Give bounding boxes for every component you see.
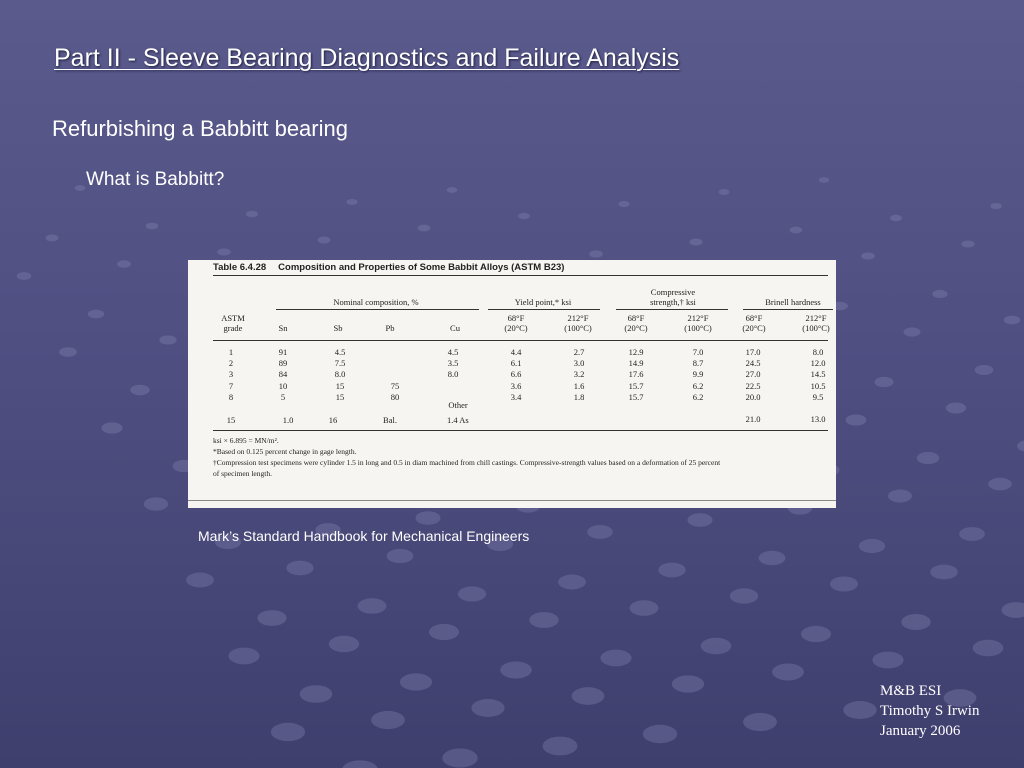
background-dot xyxy=(558,575,586,590)
background-dot xyxy=(719,189,730,195)
background-dot xyxy=(144,497,168,510)
header-brinell-68f: 68°F xyxy=(745,313,763,323)
table-cell-c212: 7.0 xyxy=(692,347,704,357)
table-rule-bottom xyxy=(213,430,828,431)
table-cell-sb: 8.0 xyxy=(334,369,346,380)
table-cell-c212: 6.2 xyxy=(692,391,704,402)
table-title: Composition and Properties of Some Babbit Alloys (ASTM B23) xyxy=(278,262,565,273)
row15-brinell-68: 21.0 xyxy=(745,414,761,424)
table-cell-c212: 6.2 xyxy=(692,380,704,391)
row15-sb: 16 xyxy=(328,415,338,425)
table-cell-y68: 3.6 xyxy=(510,380,522,391)
footnote-3: †Compression test specimens were cylinder 1.5 in long and 0.5 in diam machined from chill castings. Compressive-strength values based on a deformation of 25 percent xyxy=(213,458,721,467)
background-dot xyxy=(529,612,558,628)
table-cell-sb: 15 xyxy=(335,391,345,402)
background-dot xyxy=(904,327,921,336)
header-sb: Sb xyxy=(333,323,343,333)
background-dot xyxy=(819,177,829,183)
header-yield: Yield point,* ksi xyxy=(514,297,572,307)
header-comp-100c: (100°C) xyxy=(684,323,712,333)
background-dot xyxy=(46,235,59,242)
table-cell-b68: 17.0 xyxy=(745,347,761,357)
background-dot xyxy=(930,565,957,580)
table-cell-y68: 6.1 xyxy=(510,358,522,369)
table-cell-b212: 9.5 xyxy=(812,391,824,402)
table-cell-c212: 8.7 xyxy=(692,358,704,369)
table-cell-y68: 4.4 xyxy=(510,347,522,357)
source-caption: Mark’s Standard Handbook for Mechanical Engineers xyxy=(198,528,530,544)
image-edge-line xyxy=(188,500,836,501)
table-cell-b68: 27.0 xyxy=(745,369,761,380)
background-dot xyxy=(861,252,875,259)
credit-author: Timothy S Irwin xyxy=(880,703,980,719)
background-dot xyxy=(1017,440,1024,452)
table-cell-b68: 20.0 xyxy=(745,391,761,402)
row15-other: 1.4 As xyxy=(447,415,469,425)
table-cell-cu: 4.5 xyxy=(447,347,459,357)
header-comp-68f: 68°F xyxy=(627,313,645,323)
background-dot xyxy=(917,452,939,464)
header-nominal: Nominal composition, % xyxy=(333,297,419,307)
background-dot xyxy=(846,414,867,425)
header-astm: ASTM xyxy=(221,313,245,323)
background-dot xyxy=(790,227,803,234)
row15-sn: 1.0 xyxy=(282,415,294,425)
background-dot xyxy=(743,713,777,731)
row15-brinell-212: 13.0 xyxy=(810,414,826,424)
header-brinell-100c: (100°C) xyxy=(802,323,830,333)
table-cell-grade: 7 xyxy=(228,380,234,391)
bullet-item: What is Babbitt? xyxy=(86,169,225,190)
table-cell-c68: 12.9 xyxy=(628,347,644,357)
table-cell-c68: 15.7 xyxy=(628,391,644,402)
table-cell-c68: 14.9 xyxy=(628,358,644,369)
background-dot xyxy=(618,201,629,207)
table-cell-sb: 4.5 xyxy=(334,347,346,357)
table-cell-b68: 22.5 xyxy=(745,380,761,391)
background-dot xyxy=(1001,602,1024,618)
table-cell-y212: 3.0 xyxy=(573,358,585,369)
rule-yield xyxy=(488,309,600,310)
background-dot xyxy=(830,576,858,591)
footnote-4: of specimen length. xyxy=(213,469,272,478)
background-dot xyxy=(600,650,631,667)
background-dot xyxy=(1004,316,1020,325)
background-dot xyxy=(458,586,486,601)
background-dot xyxy=(946,403,966,414)
footnote-1: ksi × 6.895 = MN/m². xyxy=(213,436,279,445)
header-cu: Cu xyxy=(450,323,460,333)
background-dot xyxy=(961,240,974,247)
header-brinell-20c: (20°C) xyxy=(742,323,766,333)
background-dot xyxy=(990,203,1002,209)
background-dot xyxy=(658,563,685,578)
rule-nominal xyxy=(276,309,479,310)
background-dot xyxy=(130,385,150,396)
table-cell-sb: 15 xyxy=(335,380,345,391)
table-cell-y212: 2.7 xyxy=(573,347,585,357)
background-dot xyxy=(447,187,458,193)
background-dot xyxy=(890,215,902,221)
table-cell-b68: 24.5 xyxy=(745,358,761,369)
background-dot xyxy=(257,610,286,626)
table-cell-cu: 8.0 xyxy=(447,369,459,380)
rule-brinell xyxy=(743,309,833,310)
background-dot xyxy=(988,478,1012,491)
table-cell-grade: 2 xyxy=(228,358,234,369)
table-cell-sn: 89 xyxy=(278,358,288,369)
table-cell-y212: 1.8 xyxy=(573,391,585,402)
table-rule-header xyxy=(213,340,828,341)
other-label: Other xyxy=(448,400,468,410)
header-compressive-2: strength,† ksi xyxy=(650,297,696,307)
background-dot xyxy=(689,238,702,245)
rule-compressive xyxy=(616,309,728,310)
background-dot xyxy=(701,638,732,654)
table-cell-b212: 10.5 xyxy=(810,380,826,391)
header-yield-20c: (20°C) xyxy=(504,323,528,333)
background-dot xyxy=(59,347,77,357)
header-yield-212f: 212°F xyxy=(567,313,589,323)
background-dot xyxy=(271,723,305,741)
background-dot xyxy=(672,675,704,692)
background-dot xyxy=(959,527,985,541)
background-dot xyxy=(687,513,712,527)
header-brinell: Brinell hardness xyxy=(765,297,821,307)
table-cell-y212: 1.6 xyxy=(573,380,585,391)
credit-date: January 2006 xyxy=(880,723,961,739)
header-comp-212f: 212°F xyxy=(687,313,709,323)
table-cell-sn: 5 xyxy=(280,391,286,402)
background-dot xyxy=(300,685,333,703)
background-dot xyxy=(329,636,360,652)
table-cell-y68: 6.6 xyxy=(510,369,522,380)
table-cell-grade: 8 xyxy=(228,391,234,402)
header-yield-100c: (100°C) xyxy=(564,323,592,333)
background-dot xyxy=(859,539,885,553)
background-dot xyxy=(772,663,804,680)
background-dot xyxy=(342,760,378,768)
background-dot xyxy=(471,699,504,717)
background-dot xyxy=(286,561,313,576)
header-comp-20c: (20°C) xyxy=(624,323,648,333)
background-dot xyxy=(387,549,414,563)
row15-pb: Bal. xyxy=(383,415,397,425)
background-dot xyxy=(358,598,387,614)
table-cell-y212: 3.2 xyxy=(573,369,585,380)
background-dot xyxy=(429,624,459,640)
background-dot xyxy=(500,661,532,678)
table-cell-cu: 3.5 xyxy=(447,358,459,369)
background-dot xyxy=(400,673,432,690)
background-dot xyxy=(643,725,677,744)
table-cell-b212: 12.0 xyxy=(810,358,826,369)
background-dot xyxy=(543,737,578,756)
header-compressive-1: Compressive xyxy=(650,287,696,297)
background-dot xyxy=(572,687,605,705)
babbitt-alloy-table xyxy=(188,260,836,508)
background-dot xyxy=(442,748,477,767)
background-dot xyxy=(874,377,893,387)
table-cell-c68: 15.7 xyxy=(628,380,644,391)
table-cell-pb: 80 xyxy=(390,391,400,402)
table-cell-y68: 3.4 xyxy=(510,391,522,402)
table-cell-b212: 8.0 xyxy=(812,347,824,357)
background-dot xyxy=(589,250,603,257)
table-cell-sn: 10 xyxy=(278,380,288,391)
table-cell-grade: 1 xyxy=(228,347,234,357)
author-credit xyxy=(880,681,979,741)
background-dot xyxy=(587,525,613,539)
background-dot xyxy=(146,223,158,230)
background-dot xyxy=(932,290,947,298)
background-dot xyxy=(246,211,258,217)
background-dot xyxy=(371,711,405,729)
slide-title: Part II - Sleeve Bearing Diagnostics and Failure Analysis xyxy=(54,44,680,72)
background-dot xyxy=(973,640,1004,657)
background-dot xyxy=(415,511,440,524)
footnote-2: *Based on 0.125 percent change in gage length. xyxy=(213,447,357,456)
table-cell-grade: 3 xyxy=(228,369,234,380)
background-dot xyxy=(217,248,231,255)
header-grade: grade xyxy=(223,323,243,333)
background-dot xyxy=(843,701,876,719)
background-dot xyxy=(75,185,86,191)
row15-grade: 15 xyxy=(226,415,236,425)
background-dot xyxy=(872,652,903,669)
table-rule-top xyxy=(213,275,828,276)
background-dot xyxy=(975,365,994,375)
table-cell-sn: 91 xyxy=(278,347,288,357)
background-dot xyxy=(88,310,104,319)
header-pb: Pb xyxy=(385,323,395,333)
table-cell-sb: 7.5 xyxy=(334,358,346,369)
background-dot xyxy=(801,626,831,642)
background-dot xyxy=(418,225,430,232)
background-dot xyxy=(888,490,912,503)
background-dot xyxy=(101,422,122,433)
table-cell-c68: 17.6 xyxy=(628,369,644,380)
table-cell-c212: 9.9 xyxy=(692,369,704,380)
background-dot xyxy=(186,573,214,588)
background-dot xyxy=(901,614,931,630)
header-sn: Sn xyxy=(278,323,288,333)
background-dot xyxy=(730,588,758,603)
header-brinell-212f: 212°F xyxy=(805,313,827,323)
background-dot xyxy=(159,335,176,344)
table-cell-pb: 75 xyxy=(390,380,400,391)
credit-org: M&B ESI xyxy=(880,683,942,699)
background-dot xyxy=(518,213,530,219)
table-cell-b212: 14.5 xyxy=(810,369,826,380)
background-dot xyxy=(318,237,331,244)
background-dot xyxy=(17,272,32,280)
table-cell-sn: 84 xyxy=(278,369,288,380)
background-dot xyxy=(630,600,659,616)
table-number: Table 6.4.28 xyxy=(213,262,267,273)
background-dot xyxy=(117,260,131,268)
table-caption xyxy=(213,262,576,273)
slide-subtitle: Refurbishing a Babbitt bearing xyxy=(52,116,348,141)
header-yield-68f: 68°F xyxy=(507,313,525,323)
background-dot xyxy=(759,551,786,565)
background-dot xyxy=(346,199,357,205)
background-dot xyxy=(228,648,259,665)
